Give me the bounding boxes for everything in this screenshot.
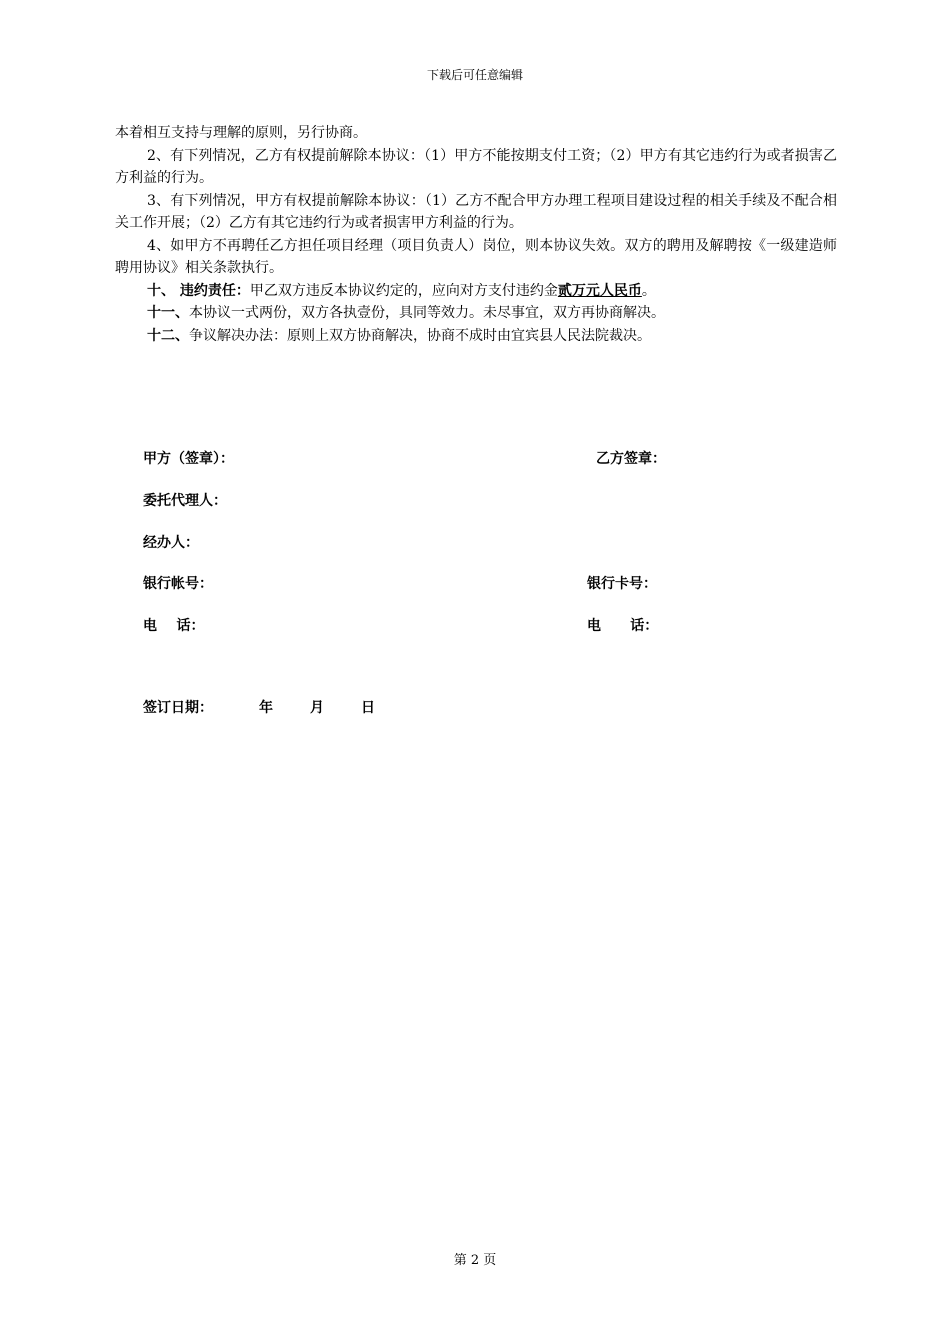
party-a-signature-label: 甲方（签章）： xyxy=(143,451,234,467)
section-12-text: 争议解决办法：原则上双方协商解决，协商不成时由宜宾县人民法院裁决。 xyxy=(189,327,651,344)
bank-card-label: 银行卡号： xyxy=(587,576,657,592)
paragraph-clause-3: 3、有下列情况，甲方有权提前解除本协议：（1）乙方不配合甲方办理工程项目建设过程的相关手续及不配合相关工作开展；（2）乙方有其它违约行为或者损害甲方利益的行为。 xyxy=(115,192,837,231)
page-number: 第 2 页 xyxy=(453,1253,497,1268)
section-11-heading: 十一、 xyxy=(147,305,189,321)
agent-label: 委托代理人： xyxy=(143,493,227,509)
section-10-end: 。 xyxy=(641,282,656,299)
phone-b-label: 电 话： xyxy=(587,618,659,634)
paragraph-continuation: 本着相互支持与理解的原则，另行协商。 xyxy=(115,125,367,141)
page-header: 下载后可任意编辑 xyxy=(426,68,523,82)
bank-account-label: 银行帐号： xyxy=(143,576,213,592)
section-10-text: 甲乙双方违反本协议约定的，应向对方支付违约金 xyxy=(249,282,558,299)
paragraph-section-11 xyxy=(115,302,837,325)
paragraph-section-10 xyxy=(115,280,837,303)
sign-date-month: 月 xyxy=(310,700,324,716)
party-b-signature-label: 乙方签章： xyxy=(596,451,666,467)
handler-label: 经办人： xyxy=(143,535,199,551)
phone-a-label: 电 话： xyxy=(143,618,205,634)
section-10-heading: 十、 违约责任： xyxy=(147,282,250,299)
paragraph-section-12 xyxy=(115,325,837,348)
sign-date-year: 年 xyxy=(259,700,273,716)
paragraph-clause-4: 4、如甲方不再聘任乙方担任项目经理（项目负责人）岗位，则本协议失效。双方的聘用及解聘按《一级建造师聘用协议》相关条款执行。 xyxy=(115,237,837,276)
sign-date-label: 签订日期： xyxy=(143,700,213,716)
document-body xyxy=(115,122,837,347)
penalty-amount: 贰万元人民币 xyxy=(557,282,642,299)
paragraph-clause-2: 2、有下列情况，乙方有权提前解除本协议：（1）甲方不能按期支付工资；（2）甲方有其它违约行为或者损害乙方利益的行为。 xyxy=(115,147,837,186)
section-11-text: 本协议一式两份，双方各执壹份，具同等效力。未尽事宜，双方再协商解决。 xyxy=(189,305,665,321)
section-12-heading: 十二、 xyxy=(147,327,189,344)
sign-date-day: 日 xyxy=(361,700,375,716)
